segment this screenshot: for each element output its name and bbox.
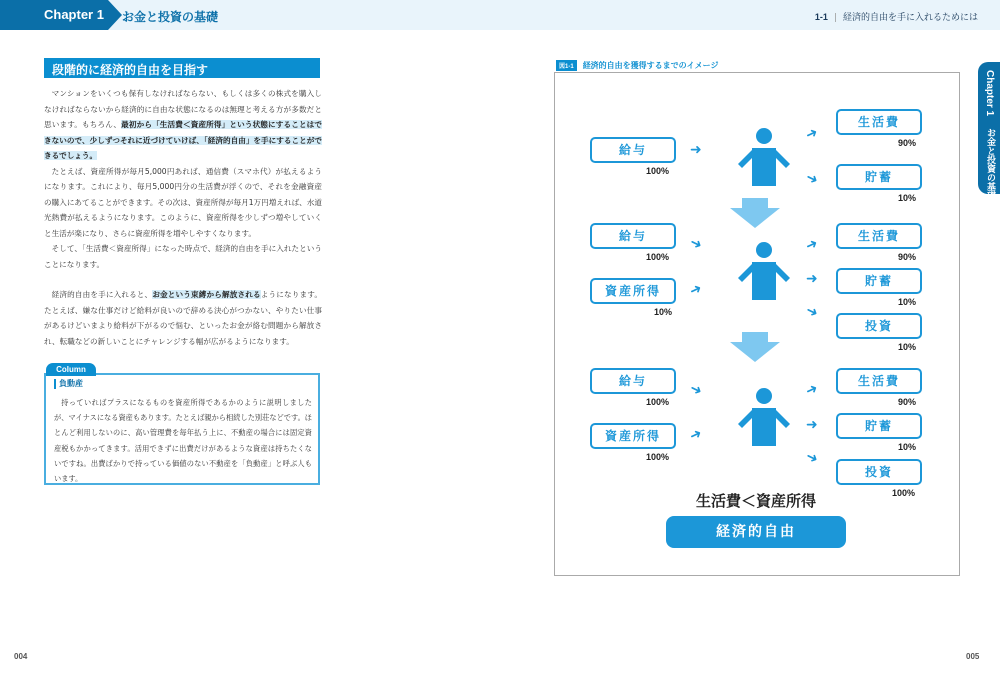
output-savings: 貯蓄 xyxy=(836,268,922,294)
output-savings: 貯蓄 xyxy=(836,164,922,190)
chapter-title: お金と投資の基礎 xyxy=(122,10,219,24)
input-salary: 給与 xyxy=(590,137,676,163)
highlight-text: お金という束縛から解放される xyxy=(152,290,261,299)
person-icon xyxy=(734,126,794,186)
person-icon xyxy=(734,240,794,300)
page-number-left: 004 xyxy=(14,652,28,661)
arrow-icon: ➜ xyxy=(803,235,821,255)
output-living-cost: 生活費 xyxy=(836,109,922,135)
result-badge: 経済的自由 xyxy=(666,516,846,548)
section-title: 経済的自由を手に入れるためには xyxy=(842,13,978,23)
section-reference: 1-1 | 経済的自由を手に入れるためには xyxy=(814,12,978,23)
arrow-icon: ➜ xyxy=(687,380,705,400)
input-asset-income-pct: 100% xyxy=(646,452,670,462)
output-savings-pct: 10% xyxy=(898,193,917,203)
arrow-icon: ➜ xyxy=(806,417,818,433)
page-number-right: 005 xyxy=(966,652,980,661)
input-salary-pct: 100% xyxy=(646,252,670,262)
output-savings-pct: 10% xyxy=(898,297,917,307)
output-investment: 投資 xyxy=(836,313,922,339)
column-label: Column xyxy=(46,363,96,376)
input-salary: 給与 xyxy=(590,368,676,394)
body-text xyxy=(44,86,322,349)
input-asset-income-pct: 10% xyxy=(654,307,673,317)
figure-number: 図1-1 xyxy=(556,60,577,71)
arrow-icon: ➜ xyxy=(687,234,705,254)
down-arrow-icon xyxy=(730,332,780,362)
paragraph-3: そして、「生活費＜資産所得」になった時点で、経済的自由を手に入れたということになります。 xyxy=(44,244,322,269)
summary-formula: 生活費＜資産所得 xyxy=(695,492,816,510)
column-text: 持っていればプラスになるものを資産所得であるかのように説明しましたが、マイナスになる資産もあります。たとえば親から相続した別荘などです。ほとんど利用しないのに、高い管理費を毎年払う上に、不動産の場合には固定資産税もかかってきます。活用できずに出費だけがあるような資産は持ちたくないですね。出費ばかりで持っている価値のない不動産を「負動産」と呼ぶ人もいます。 xyxy=(54,398,312,484)
paragraph-4: 経済的自由を手に入れると、お金という束縛から解放されるようになります。たとえば、嫌な仕事だけど給料が良いので辞める決心がつかない、やりたい仕事があるけどいまより給料が下がるので悩む、といったお金が絡む問題から解放され、転職などの新しいことにチャレンジする幅が広がるようになります。 xyxy=(44,290,322,346)
column-subtitle: 負動産 xyxy=(54,379,83,389)
arrow-icon: ➜ xyxy=(687,425,705,445)
output-living-cost: 生活費 xyxy=(836,368,922,394)
arrow-icon: ➜ xyxy=(803,380,821,400)
section-number: 1-1 xyxy=(814,12,828,22)
section-heading: 段階的に経済的自由を目指す xyxy=(44,58,320,78)
arrow-icon: ➜ xyxy=(687,280,705,300)
output-savings: 貯蓄 xyxy=(836,413,922,439)
down-arrow-icon xyxy=(730,198,780,228)
arrow-icon: ➜ xyxy=(803,302,821,322)
input-asset-income: 資産所得 xyxy=(590,423,676,449)
paragraph-1: マンションをいくつも保有しなければならない、もしくは多くの株式を購入しなければならないから経済的に自由な状態になるのは無理と考える方が多数だと思います。もちろん、最初から「生活費＜資産所得」という状態にすることはできないので、少しずつそれに近づけていけば、「経済的自由」を手にすることができるでしょう。 xyxy=(44,89,322,160)
arrow-icon: ➜ xyxy=(803,169,821,189)
arrow-icon: ➜ xyxy=(690,142,702,158)
arrow-icon: ➜ xyxy=(803,448,821,468)
paragraph-2: たとえば、資産所得が毎月5,000円あれば、通信費（スマホ代）が払えるようになります。これにより、毎月5,000円分の生活費が浮くので、それを金融資産の購入にあてることができます。その次は、資産所得が毎月1万円増えれば、水道光熱費が払えるようになります。このように、資産所得を少しずつ増やしていくと生活が楽になり、さらに資産所得を増やしやすくなります。 xyxy=(44,166,322,238)
output-living-cost-pct: 90% xyxy=(898,252,917,262)
arrow-icon: ➜ xyxy=(803,124,821,144)
input-salary-pct: 100% xyxy=(646,166,670,176)
figure-caption: 図1-1 経済的自由を獲得するまでのイメージ xyxy=(556,60,718,71)
output-investment: 投資 xyxy=(836,459,922,485)
output-living-cost-pct: 90% xyxy=(898,138,917,148)
side-tab-chapter: Chapter 1 xyxy=(984,70,995,117)
input-salary: 給与 xyxy=(590,223,676,249)
side-tab-title: お金と投資の基礎 xyxy=(985,128,995,200)
person-icon xyxy=(734,386,794,446)
chapter-label: Chapter 1 xyxy=(44,7,104,22)
output-living-cost: 生活費 xyxy=(836,223,922,249)
output-living-cost-pct: 90% xyxy=(898,397,917,407)
arrow-icon: ➜ xyxy=(806,271,818,287)
chapter-tab xyxy=(0,0,108,30)
output-investment-pct: 100% xyxy=(892,488,916,498)
input-salary-pct: 100% xyxy=(646,397,670,407)
input-asset-income: 資産所得 xyxy=(590,278,676,304)
output-investment-pct: 10% xyxy=(898,342,917,352)
output-savings-pct: 10% xyxy=(898,442,917,452)
highlight-text: 最初から「生活費＜資産所得」という状態にすることはできないので、少しずつそれに近づけていけば、「経済的自由」を手にすることができるでしょう。 xyxy=(44,120,322,160)
